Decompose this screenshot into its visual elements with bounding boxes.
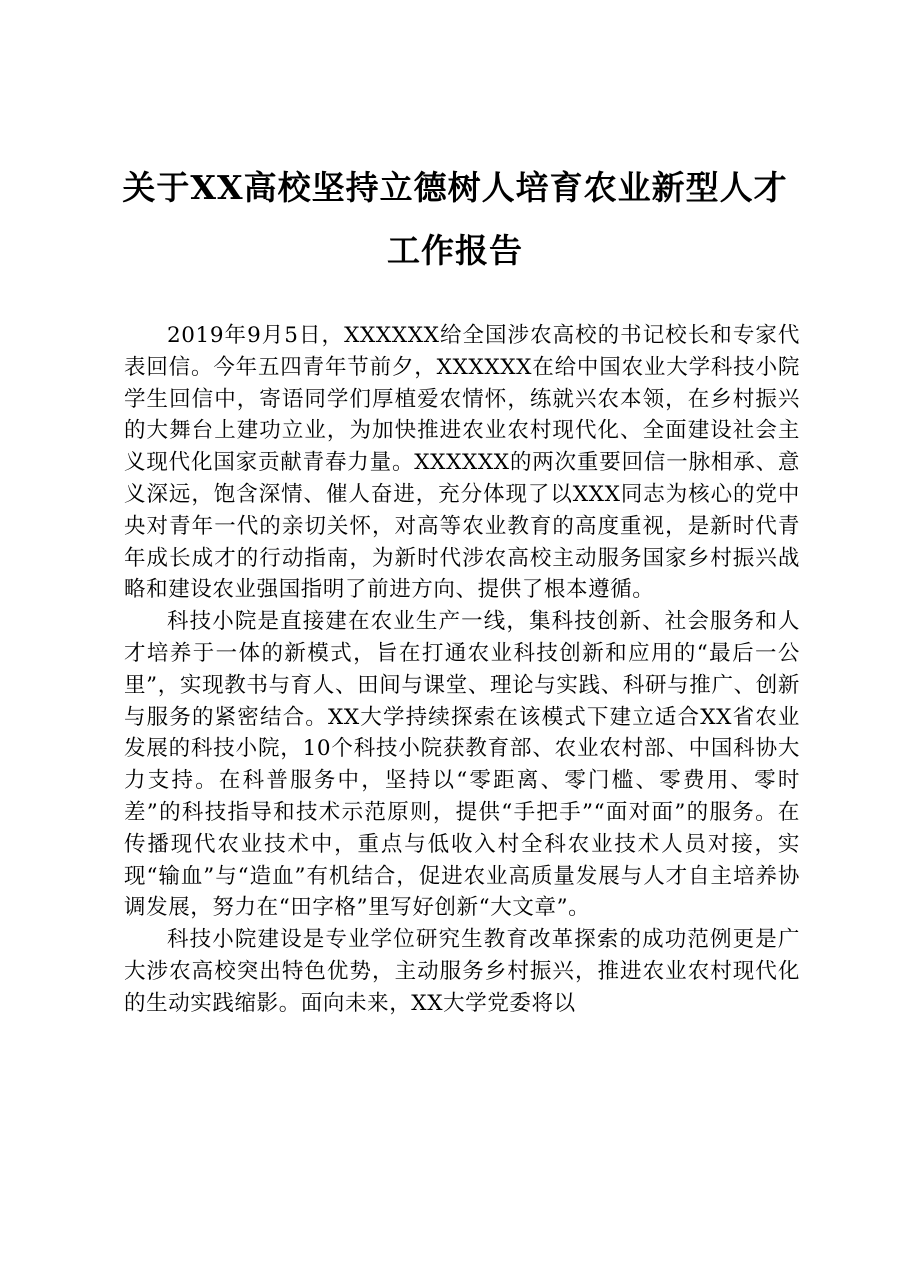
paragraph-1: 2019年9月5日，XXXXXX给全国涉农高校的书记校长和专家代表回信。今年五四青年节前夕，XXXXXX在给中国农业大学科技小院学生回信中，寄语同学们厚植爱农情怀，练就兴农本领，在乡村振兴的大舞台上建功立业，为加快推进农业农村现代化、全面建设社会主义现代化国家贡献青春力量。XXXXXX的两次重要回信一脉相承、意义深远，饱含深情、催人奋进，充分体现了以XXX同志为核心的党中央对青年一代的亲切关怀，对高等农业教育的高度重视，是新时代青年成长成才的行动指南，为新时代涉农高校主动服务国家乡村振兴战略和建设农业强国指明了前进方向、提供了根本遵循。	[124, 323, 800, 603]
document-title-line-1: 关于XX高校坚持立德树人培育农业新型人才	[122, 168, 788, 207]
paragraph-2: 科技小院是直接建在农业生产一线，集科技创新、社会服务和人才培养于一体的新模式，旨在打通农业科技创新和应用的“最后一公里”，实现教书与育人、田间与课堂、理论与实践、科研与推广、创新与服务的紧密结合。XX大学持续探索在该模式下建立适合XX省农业发展的科技小院，10个科技小院获教育部、农业农村部、中国科协大力支持。在科普服务中，坚持以“零距离、零门槛、零费用、零时差”的科技指导和技术示范原则，提供“手把手”“面对面”的服务。在传播现代农业技术中，重点与低收入村全科农业技术人员对接，实现“输血”与“造血”有机结合，促进农业高质量发展与人才自主培养协调发展，努力在“田字格”里写好创新“大文章”。	[124, 609, 800, 921]
paragraph-3: 科技小院建设是专业学位研究生教育改革探索的成功范例更是广大涉农高校突出特色优势，主动服务乡村振兴，推进农业农村现代化的生动实践缩影。面向未来，XX大学党委将以	[124, 927, 800, 1016]
document-title-line-2: 工作报告	[387, 231, 523, 270]
document-body	[124, 320, 800, 1020]
